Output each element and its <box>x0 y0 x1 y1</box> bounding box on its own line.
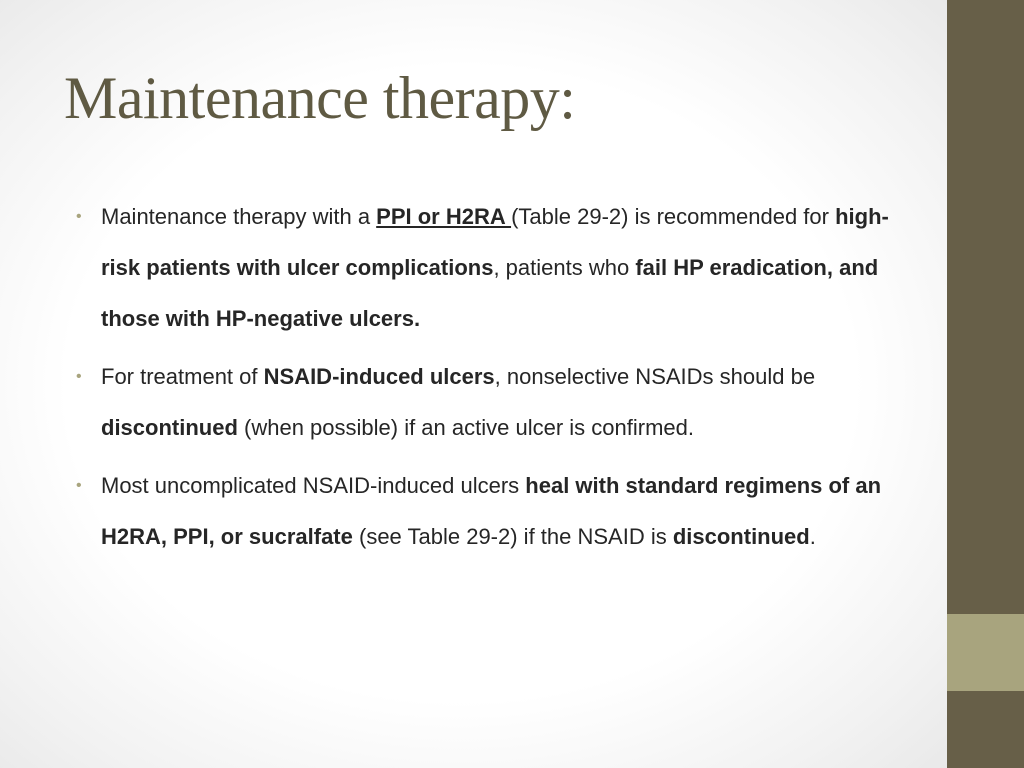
bullet-text: Maintenance therapy with a PPI or H2RA (Table 29-2) is recommended for high-risk patients with ulcer complications, patients who fail HP eradication, and those with HP-negative ulcers. <box>101 204 889 331</box>
emphasis-underlined: PPI or H2RA <box>376 204 512 229</box>
bullet-text: For treatment of NSAID-induced ulcers, nonselective NSAIDs should be discontinued (when possible) if an active ulcer is confirmed. <box>101 364 816 440</box>
bullet-item-2 <box>76 351 891 453</box>
emphasis: discontinued <box>101 415 238 440</box>
slide-title: Maintenance therapy: <box>64 65 576 131</box>
bullet-text: Most uncomplicated NSAID-induced ulcers heal with standard regimens of an H2RA, PPI, or sucralfate (see Table 29-2) if the NSAID is discontinued. <box>101 473 882 549</box>
bullet-dot-icon: • <box>76 477 82 494</box>
side-bar-accent-block <box>947 614 1024 691</box>
emphasis: NSAID-induced ulcers <box>263 364 495 389</box>
emphasis: fail HP eradication, and those with HP-negative ulcers. <box>101 255 879 331</box>
bullet-dot-icon: • <box>76 208 82 225</box>
bullet-item-3 <box>76 460 891 562</box>
emphasis: high-risk patients with ulcer complications <box>101 204 889 280</box>
emphasis: discontinued <box>672 524 810 549</box>
bullet-item-1 <box>76 191 891 344</box>
bullet-dot-icon: • <box>76 368 82 385</box>
emphasis: heal with standard regimens of an H2RA, PPI, or sucralfate <box>101 473 882 549</box>
bullet-list <box>76 191 891 569</box>
